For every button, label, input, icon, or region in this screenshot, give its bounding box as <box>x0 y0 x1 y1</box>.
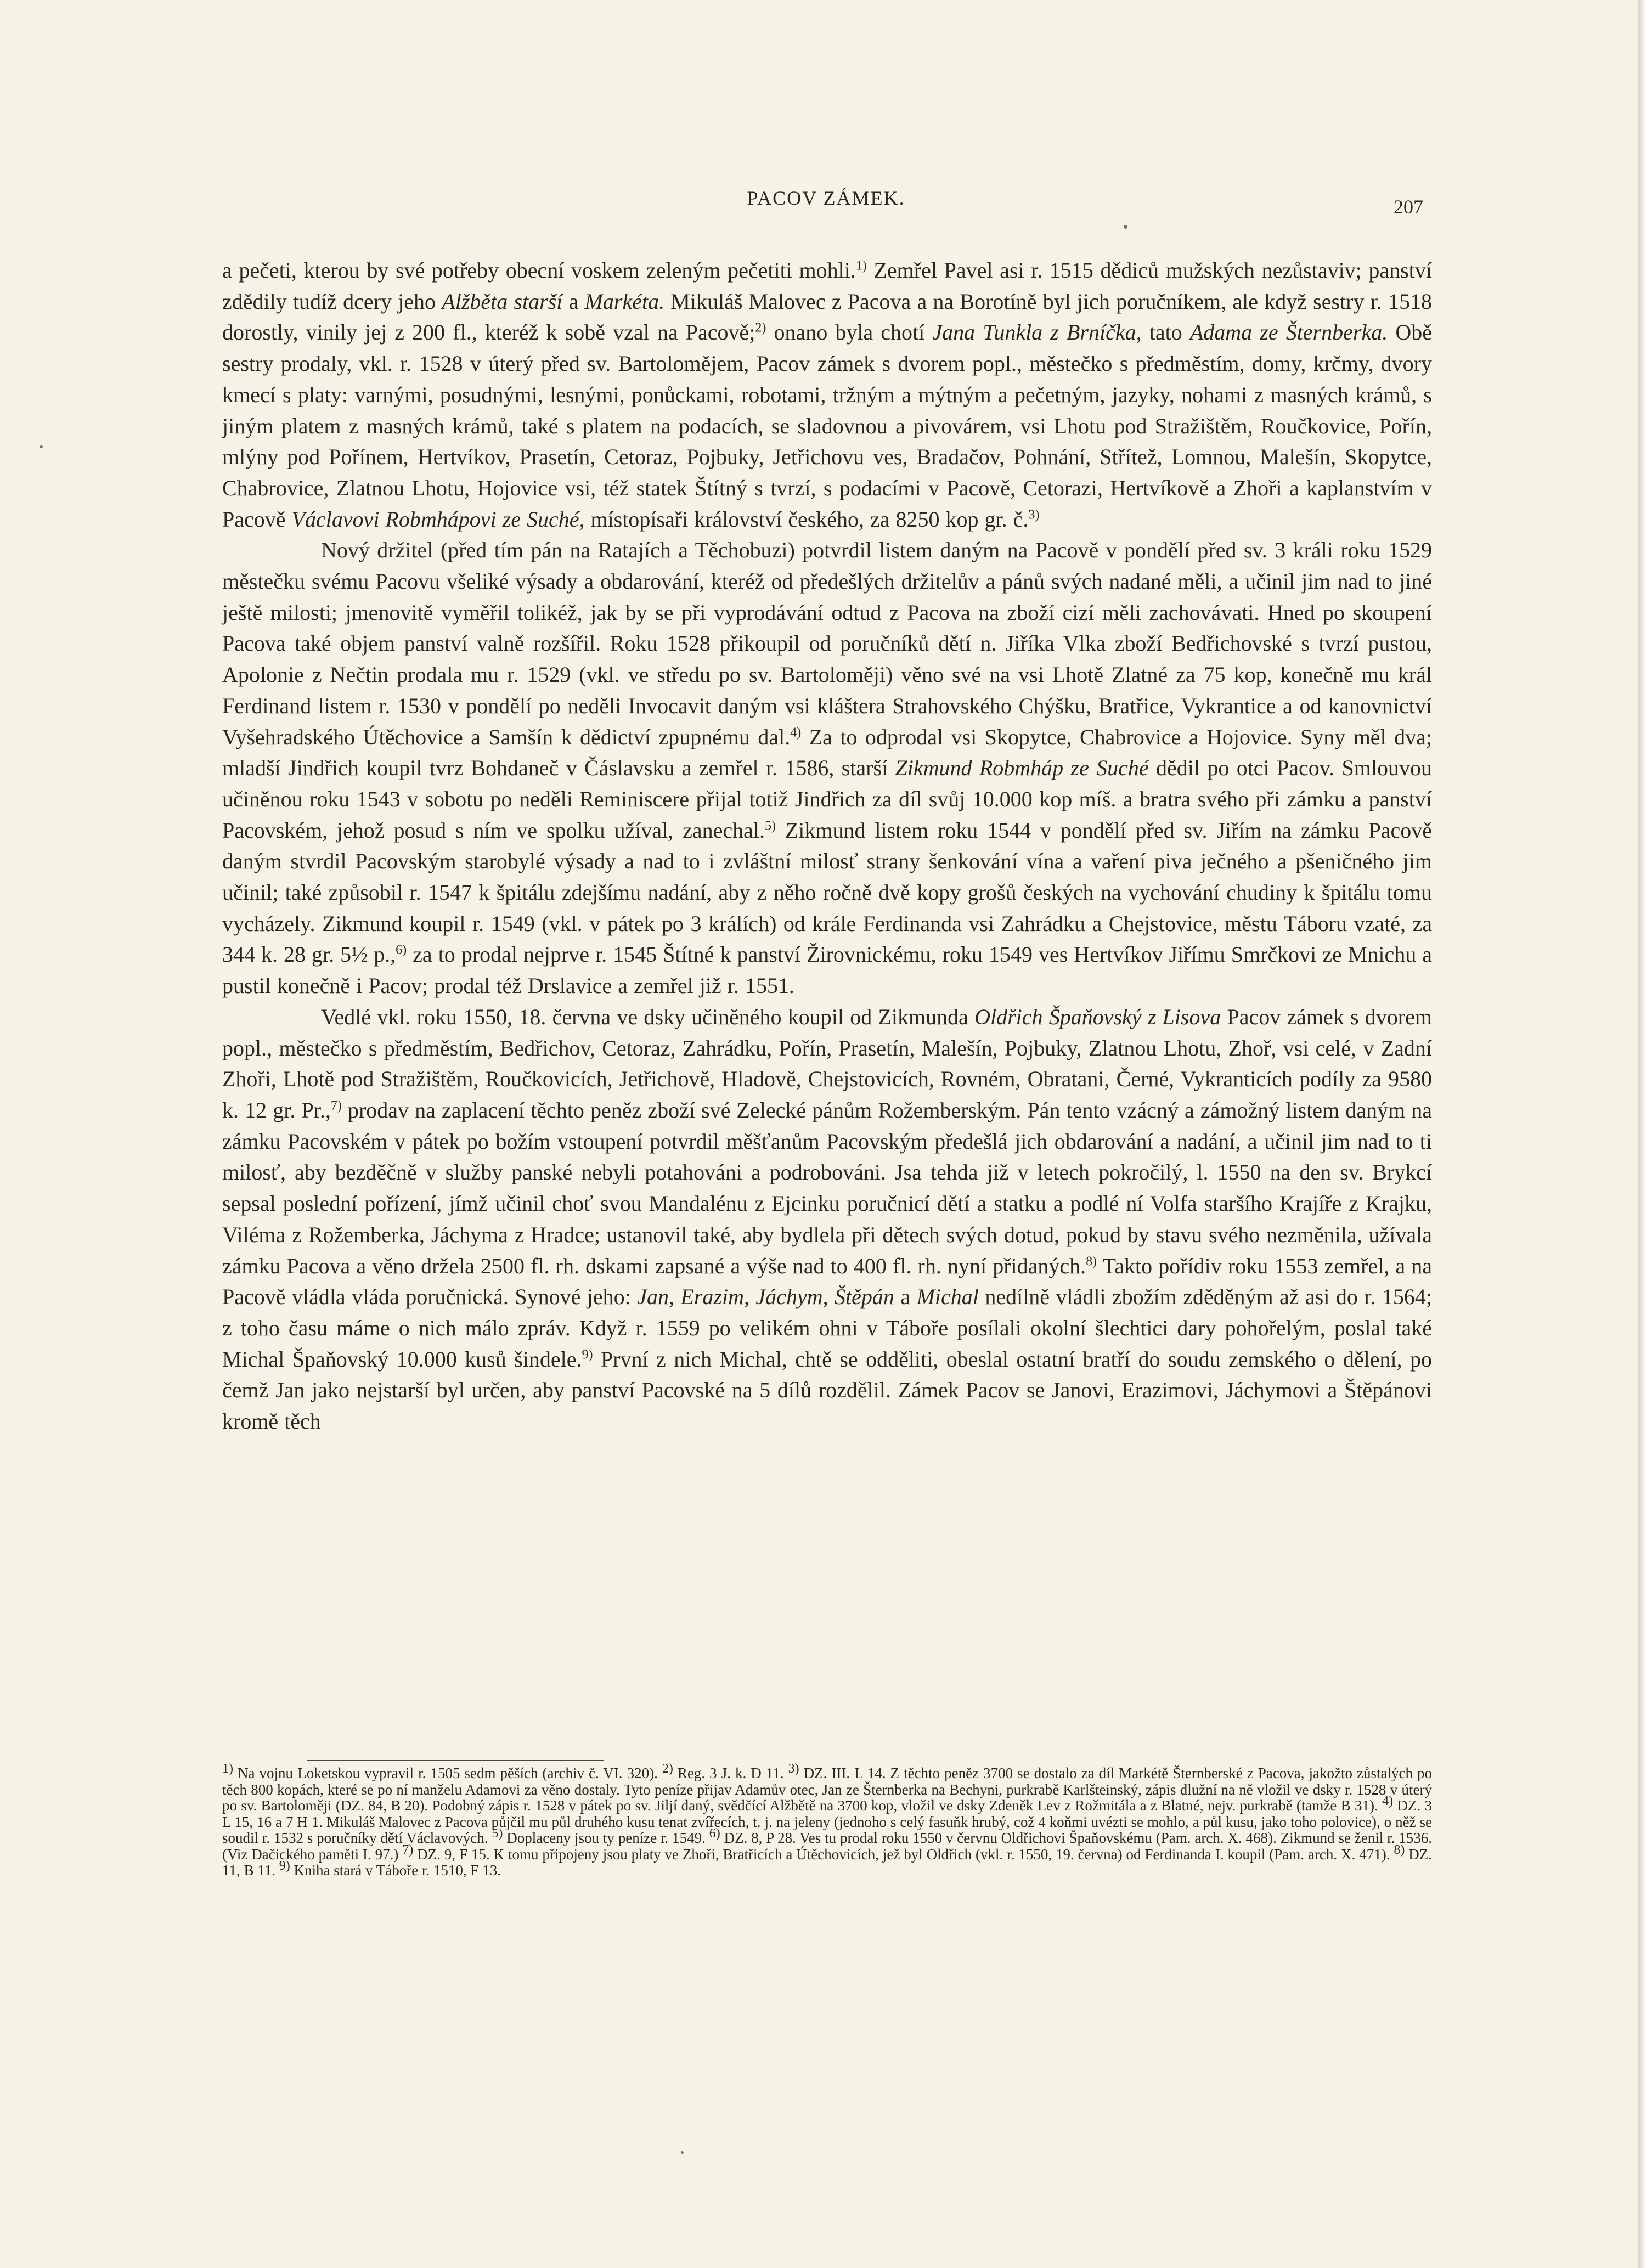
footnote-reference: 9) <box>582 1347 593 1362</box>
running-head: PACOV ZÁMEK. <box>747 187 905 209</box>
footnote-reference: 5) <box>492 1826 503 1841</box>
footnote-reference: 6) <box>396 943 407 958</box>
footnote-reference: 1) <box>222 1762 233 1776</box>
italic-name: Zikmund Robmháp ze Suché <box>895 755 1149 781</box>
italic-name: Oldřich Špaňovský z Lisova <box>974 1004 1221 1029</box>
italic-name: Jana Tunkla z Brníčka, <box>932 320 1142 345</box>
page-number: 207 <box>1394 196 1423 218</box>
italic-name: Michal <box>916 1284 979 1310</box>
paper-speck <box>40 445 43 448</box>
footnotes: 1) Na vojnu Loketskou vypravil r. 1505 sedm pěších (archiv č. VI. 320). 2) Reg. 3 J. k. D 11. 3) DZ. III. L 14. Z těchto peněz 3700 se dostalo za díl Markétě Šternberské z Pacova, jakožto zůstalých po těch 800 kopách, které se po ní manželu Adamovi za věno dostaly. Tyto peníze přijav Adamův otec, Jan ze Šternberka na Bechyni, purkrabě Karlšteinský, zápis dlužní na ně vložil ve dsky r. 1528 v úterý po sv. Bartoloměji (DZ. 84, B 20). Podobný zápis r. 1528 v pátek po sv. Jiljí daný, svědčící Alžbětě na 3700 kop, vložil ve dsky Zdeněk Lev z Rožmitála a z Blatné, nejv. purkrabě (tamže B 31). 4) DZ. 3 L 15, 16 a 7 H 1. Mikuláš Malovec z Pacova půjčil mu půl druhého kusu tenat zvířecích, t. j. na jeleny (jednoho s celý fasuňk hrubý, což 4 koňmi uvézti se mohlo, a půl kusu, jako toho polovice), o něž se soudil r. 1532 s poručníky dětí Václavových. 5) Doplaceny jsou ty peníze r. 1549. 6) DZ. 8, P 28. Ves tu prodal roku 1550 v červnu Oldřichovi Špaňovskému (Pam. arch. X. 468). Zikmund se ženil r. 1536. (Viz Dačického paměti I. 97.) 7) DZ. 9, F 15. K tomu připojeny jsou platy ve Zhoři, Bratřicích a Útěchovicích, jež byl Oldřich (vkl. r. 1550, 19. června) od Ferdinanda I. koupil (Pam. arch. X. 471). 8) DZ. 11, B 11. 9) Kniha stará v Táboře r. 1510, F 13. <box>222 1762 1433 1878</box>
footnote-reference: 4) <box>1382 1794 1394 1808</box>
italic-name: Alžběta starší <box>442 289 563 314</box>
footnote-reference: 8) <box>1086 1254 1097 1269</box>
footnote-reference: 6) <box>709 1826 720 1841</box>
paragraph: Vedlé vkl. roku 1550, 18. června ve dsky učiněného koupil od Zikmunda Oldřich Špaňovský z Lisova Pacov zámek s dvorem popl., městečko s předměstím, Bedřichov, Cetoraz, Zahrádku, Pořín, Prasetín, Malešín, Pojbuky, Zlatnou Lhotu, Zhoř, vsi celé, v Zadní Zhoři, Lhotě pod Stražištěm, Roučkovicích, Jetřichově, Hladově, Chejstovicích, Rovném, Obratani, Černé, Vykranticích podíly za 9580 k. 12 gr. Pr.,$^{7)}$ prodav na zaplacení těchto peněz zboží své Zelecké pánům Rožemberským. Pán tento vzácný a zámožný listem daným na zámku Pacovském v pátek po božím vstoupení potvrdil měšťanům Pacovským předešlá jich obdarování a nadání, a učinil jim nad to ti milosť, aby bezděčně v služby panské nebyli potahováni a podrobováni. Jsa tehda již v letech pokročilý, l. 1550 na den sv. Brykcí sepsal poslední pořízení, jímž učinil choť svou Mandalénu z Ejcinku poručnicí dětí a statku a podlé ní Volfa staršího Krajíře z Krajku, Viléma z Rožemberka, Jáchyma z Hradce; ustanovil také, aby bydlela při dětech svých dotud, pokud by stavu svého nezměnila, užívala zámku Pacova a věno držela 2500 fl. rh. dskami zapsané a výše nad to 400 fl. rh. nyní přidaných.$^{8)}$ Takto pořídiv roku 1553 zemřel, a na Pacově vládla vláda poručnická. Synové jeho: Jan, Erazim, Jáchym, Štěpán a Michal nedílně vládli zbožím zděděným až asi do r. 1564; z toho času máme o nich málo zpráv. Když r. 1559 po velikém ohni v Táboře posílali okolní šlechtici dary pohořelým, poslal také Michal Špaňovský 10.000 kusů šindele.$^{9)}$ První z nich Michal, chtě se odděliti, obeslal ostatní bratří do soudu zemského o dělení, po čemž Jan jako nejstarší byl určen, aby panství Pacovské na 5 dílů rozdělil. Zámek Pacov se Janovi, Erazimovi, Jáchymovi a Štěpánovi kromě těch <box>222 1004 1433 1434</box>
paper-speck <box>1124 225 1127 229</box>
paragraph: Nový držitel (před tím pán na Ratajích a Těchobuzi) potvrdil listem daným na Pacově v pondělí před sv. 3 králi roku 1529 městečku svému Pacovu všeliké výsady a obdarování, kteréž od předešlých držitelův a pánů svých nadané měli, a učinil jim nad to jiné ještě milosti; jmenovitě vyměřil tolikéž, jak by se při vyprodávání odtud z Pacova na zboží cizí měli zachovávati. Hned po skoupení Pacova také objem panství valně rozšířil. Roku 1528 přikoupil od poručníků dětí n. Jiříka Vlka zboží Bedřichovské s tvrzí pustou, Apolonie z Nečtin prodala mu r. 1529 (vkl. ve středu po sv. Bartoloměji) věno své na vsi Lhotě Zlatné za 75 kop, konečně mu král Ferdinand listem r. 1530 v pondělí po neděli Invocavit daným vsi kláštera Strahovského Chýšku, Bratřice, Vykrantice a od kanovnictví Vyšehradského Útěchovice a Samšín k dědictví zpupnému dal.$^{4)}$ Za to odprodal vsi Skopytce, Chabrovice a Hojovice. Syny měl dva; mladší Jindřich koupil tvrz Bohdaneč v Čáslavsku a zemřel r. 1586, starší Zikmund Robmháp ze Suché dědil po otci Pacov. Smlouvou učiněnou roku 1543 v sobotu po neděli Reminiscere přijal totiž Jindřich za díl svůj 10.000 kop míš. a bratra svého při zámku a panství Pacovském, jehož posud s ním ve spolku užíval, zanechal.$^{5)}$ Zikmund listem roku 1544 v pondělí před sv. Jiřím na zámku Pacově daným stvrdil Pacovským starobylé výsady a nad to i zvláštní milosť strany šenkování vína a vaření piva ječného a pšeničného jim učinil; také způsobil r. 1547 k špitálu zdejšímu nadání, aby z něho ročně dvě kopy grošů českých na vychování chudiny k špitálu tomu vycházely. Zikmund koupil r. 1549 (vkl. v pátek po 3 králích) od krále Ferdinanda vsi Zahrádku a Chejstovice, městu Táboru vzaté, za 344 k. 28 gr. 5½ p.,$^{6)}$ za to prodal nejprve r. 1545 Štítné k panství Žirovnickému, roku 1549 ves Hertvíkov Jiřímu Smrčkovi ze Mnichu a pustil konečně i Pacov; prodal též Drslavice a zemřel již r. 1551. <box>222 538 1433 998</box>
italic-name: Václavovi Robmhápovi ze Suché, <box>291 506 585 532</box>
italic-name: Adama ze Šternberka. <box>1189 320 1388 345</box>
italic-name: Markéta. <box>584 289 665 314</box>
footnote-reference: 8) <box>1394 1842 1405 1857</box>
footnote-reference: 3) <box>1028 507 1040 522</box>
footnote-reference: 5) <box>764 819 776 833</box>
footnote-reference: 1) <box>855 258 867 273</box>
footnote-reference: 3) <box>788 1762 799 1776</box>
footnote-reference: 2) <box>755 321 766 336</box>
footnote-reference: 9) <box>279 1859 290 1873</box>
footnote-reference: 7) <box>402 1842 414 1857</box>
page-gutter <box>1638 0 1652 2268</box>
footnote-divider <box>307 1760 604 1761</box>
body-text <box>222 255 1432 1437</box>
footnote-reference: 4) <box>790 725 802 740</box>
paragraph: a pečeti, kterou by své potřeby obecní voskem zeleným pečetiti mohli.$^{1)}$ Zemřel Pavel asi r. 1515 dědiců mužských nezůstaviv; panství zdědily tudíž dcery jeho Alžběta starší a Markéta. Mikuláš Malovec z Pacova a na Borotíně byl jich poručníkem, ale když sestry r. 1518 dorostly, vinily jej z 200 fl., kteréž k sobě vzal na Pacově;$^{2)}$ onano byla chotí Jana Tunkla z Brníčka, tato Adama ze Šternberka. Obě sestry prodaly, vkl. r. 1528 v úterý před sv. Bartolomějem, Pacov zámek s dvorem popl., městečko s předměstím, domy, krčmy, dvory kmecí s platy: varnými, posudnými, lesnými, ponůckami, robotami, tržným a mýtným a pečetným, jazyky, nohami z masných krámů, s jiným platem z masných krámů, také s platem na podacích, se sladovnou a pivovárem, vsi Lhotu pod Stražištěm, Roučkovice, Pořín, mlýny pod Pořínem, Hertvíkov, Prasetín, Cetoraz, Pojbuky, Jetřichovu ves, Bradačov, Pohnání, Střítež, Lomnou, Malešín, Skopytce, Chabrovice, Zlatnou Lhotu, Hojovice vsi, též statek Štítný s tvrzí, s podacími v Pacově, Cetorazi, Hertvíkově a Zhoři a kaplanstvím v Pacově Václavovi Robmhápovi ze Suché, místopísaři království českého, za 8250 kop gr. č.$^{3)}$ <box>222 258 1433 532</box>
paper-speck <box>681 2151 684 2154</box>
footnote-reference: 7) <box>330 1098 342 1113</box>
italic-name: Jan, Erazim, Jáchym, Štěpán <box>637 1284 894 1310</box>
footnote-reference: 2) <box>662 1762 673 1776</box>
